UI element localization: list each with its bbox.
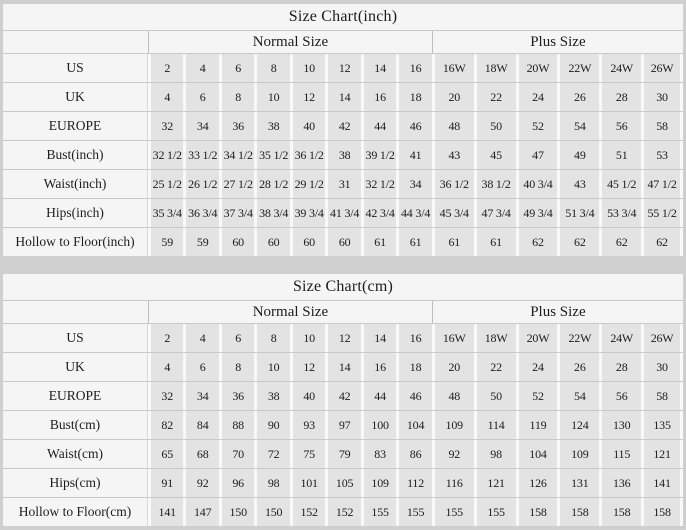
size-value-cell: 83 [361,440,396,468]
size-value-cell: 18 [396,83,431,111]
size-value-cell: 109 [361,469,396,497]
size-value-cell: 16W [432,324,474,352]
row-label: Bust(inch) [3,141,148,169]
size-value-cell: 58 [641,112,683,140]
size-value-cell: 45 3/4 [432,199,474,227]
size-value-cell: 47 1/2 [641,170,683,198]
size-value-cell: 26 [557,83,599,111]
row-label: Waist(cm) [3,440,148,468]
row-label: Hollow to Floor(cm) [3,498,148,526]
size-value-cell: 84 [183,411,218,439]
size-value-cell: 47 3/4 [474,199,516,227]
row-label: Hollow to Floor(inch) [3,228,148,256]
size-value-cell: 24 [516,83,558,111]
size-value-cell: 105 [325,469,360,497]
size-value-cell: 155 [361,498,396,526]
size-value-cell: 18 [396,353,431,381]
size-value-cell: 60 [254,228,289,256]
size-value-cell: 4 [183,54,218,82]
size-value-cell: 42 [325,382,360,410]
size-value-cell: 16 [361,353,396,381]
size-value-cell: 49 3/4 [516,199,558,227]
row-label: UK [3,353,148,381]
row-label: US [3,324,148,352]
group-header-row [3,30,683,53]
size-value-cell: 101 [290,469,325,497]
size-value-cell: 14 [325,83,360,111]
size-value-cell: 46 [396,112,431,140]
size-value-cell: 130 [599,411,641,439]
row-label: UK [3,83,148,111]
size-value-cell: 44 [361,112,396,140]
size-value-cell: 62 [599,228,641,256]
size-value-cell: 121 [641,440,683,468]
size-value-cell: 51 [599,141,641,169]
size-value-cell: 24 [516,353,558,381]
size-value-cell: 20W [516,54,558,82]
row-label: US [3,54,148,82]
row-label: EUROPE [3,112,148,140]
size-value-cell: 20 [432,83,474,111]
size-value-cell: 45 1/2 [599,170,641,198]
group-header-plus-size: Plus Size [432,31,683,53]
size-value-cell: 55 1/2 [641,199,683,227]
size-value-cell: 29 1/2 [290,170,325,198]
table-row [3,227,683,256]
size-value-cell: 50 [474,382,516,410]
size-value-cell: 39 3/4 [290,199,325,227]
size-value-cell: 14 [361,54,396,82]
size-value-cell: 100 [361,411,396,439]
size-value-cell: 30 [641,353,683,381]
table-row [3,111,683,140]
size-value-cell: 90 [254,411,289,439]
size-value-cell: 75 [290,440,325,468]
size-value-cell: 26W [641,324,683,352]
table-row [3,169,683,198]
size-value-cell: 147 [183,498,218,526]
size-value-cell: 114 [474,411,516,439]
size-value-cell: 38 [325,141,360,169]
size-value-cell: 68 [183,440,218,468]
size-value-cell: 135 [641,411,683,439]
size-value-cell: 150 [219,498,254,526]
size-value-cell: 109 [557,440,599,468]
size-value-cell: 155 [474,498,516,526]
row-label: Bust(cm) [3,411,148,439]
size-value-cell: 124 [557,411,599,439]
size-value-cell: 26W [641,54,683,82]
size-value-cell: 61 [396,228,431,256]
size-value-cell: 62 [516,228,558,256]
size-value-cell: 104 [516,440,558,468]
size-value-cell: 45 [474,141,516,169]
size-value-cell: 4 [183,324,218,352]
size-value-cell: 38 [254,382,289,410]
size-value-cell: 60 [290,228,325,256]
row-label: Hips(inch) [3,199,148,227]
size-value-cell: 32 [148,382,183,410]
size-value-cell: 54 [557,382,599,410]
size-value-cell: 92 [432,440,474,468]
size-value-cell: 49 [557,141,599,169]
size-value-cell: 48 [432,112,474,140]
size-value-cell: 37 3/4 [219,199,254,227]
size-value-cell: 109 [432,411,474,439]
size-value-cell: 61 [361,228,396,256]
group-header-normal-size: Normal Size [148,31,432,53]
size-value-cell: 6 [219,54,254,82]
size-value-cell: 16 [396,324,431,352]
size-value-cell: 36 [219,382,254,410]
size-value-cell: 42 3/4 [361,199,396,227]
size-value-cell: 38 [254,112,289,140]
size-value-cell: 12 [290,83,325,111]
size-value-cell: 14 [361,324,396,352]
size-value-cell: 8 [254,54,289,82]
size-value-cell: 62 [557,228,599,256]
size-value-cell: 14 [325,353,360,381]
size-value-cell: 41 3/4 [325,199,360,227]
size-value-cell: 46 [396,382,431,410]
size-value-cell: 48 [432,382,474,410]
size-value-cell: 61 [474,228,516,256]
size-value-cell: 92 [183,469,218,497]
size-value-cell: 91 [148,469,183,497]
size-value-cell: 59 [148,228,183,256]
size-value-cell: 155 [432,498,474,526]
table-row [3,140,683,169]
group-header-spacer [3,301,148,323]
size-value-cell: 98 [254,469,289,497]
size-value-cell: 32 1/2 [148,141,183,169]
size-value-cell: 22 [474,83,516,111]
size-value-cell: 36 1/2 [432,170,474,198]
size-value-cell: 152 [290,498,325,526]
size-value-cell: 30 [641,83,683,111]
table-title-cm: Size Chart(cm) [292,278,394,295]
size-value-cell: 27 1/2 [219,170,254,198]
size-value-cell: 121 [474,469,516,497]
size-value-cell: 6 [183,83,218,111]
size-value-cell: 34 1/2 [219,141,254,169]
row-label: Hips(cm) [3,469,148,497]
size-value-cell: 62 [641,228,683,256]
size-value-cell: 155 [396,498,431,526]
size-value-cell: 152 [325,498,360,526]
size-value-cell: 35 3/4 [148,199,183,227]
size-value-cell: 40 3/4 [516,170,558,198]
size-value-cell: 52 [516,382,558,410]
size-value-cell: 4 [148,353,183,381]
group-header-row [3,300,683,323]
size-value-cell: 47 [516,141,558,169]
size-value-cell: 53 3/4 [599,199,641,227]
size-value-cell: 44 3/4 [396,199,431,227]
size-value-cell: 43 [432,141,474,169]
size-value-cell: 2 [148,54,183,82]
table-row [3,468,683,497]
size-value-cell: 44 [361,382,396,410]
size-value-cell: 97 [325,411,360,439]
group-header-normal-size: Normal Size [148,301,432,323]
size-value-cell: 40 [290,112,325,140]
table-row [3,439,683,468]
table-row [3,352,683,381]
size-value-cell: 25 1/2 [148,170,183,198]
size-value-cell: 93 [290,411,325,439]
size-value-cell: 34 [396,170,431,198]
size-value-cell: 116 [432,469,474,497]
table-body-cm [3,323,683,526]
size-value-cell: 35 1/2 [254,141,289,169]
size-value-cell: 10 [290,54,325,82]
size-value-cell: 24W [599,324,641,352]
size-value-cell: 28 [599,353,641,381]
size-value-cell: 16W [432,54,474,82]
size-value-cell: 41 [396,141,431,169]
table-row [3,82,683,111]
size-value-cell: 88 [219,411,254,439]
size-value-cell: 70 [219,440,254,468]
size-value-cell: 60 [219,228,254,256]
size-value-cell: 16 [396,54,431,82]
size-value-cell: 56 [599,382,641,410]
size-value-cell: 43 [557,170,599,198]
size-value-cell: 65 [148,440,183,468]
size-value-cell: 20W [516,324,558,352]
size-value-cell: 10 [290,324,325,352]
size-value-cell: 20 [432,353,474,381]
size-value-cell: 53 [641,141,683,169]
size-value-cell: 38 3/4 [254,199,289,227]
size-value-cell: 72 [254,440,289,468]
size-value-cell: 126 [516,469,558,497]
size-value-cell: 6 [219,324,254,352]
size-value-cell: 16 [361,83,396,111]
group-header-spacer [3,31,148,53]
size-value-cell: 36 1/2 [290,141,325,169]
size-value-cell: 34 [183,382,218,410]
size-value-cell: 32 [148,112,183,140]
size-value-cell: 86 [396,440,431,468]
size-value-cell: 12 [290,353,325,381]
size-value-cell: 34 [183,112,218,140]
size-value-cell: 60 [325,228,360,256]
size-value-cell: 59 [183,228,218,256]
size-value-cell: 104 [396,411,431,439]
size-chart-inch-table [3,4,683,256]
size-value-cell: 79 [325,440,360,468]
size-value-cell: 8 [219,353,254,381]
size-value-cell: 141 [641,469,683,497]
table-title-inch: Size Chart(inch) [288,8,398,25]
size-value-cell: 158 [557,498,599,526]
size-value-cell: 10 [254,353,289,381]
table-body-inch [3,53,683,256]
size-value-cell: 32 1/2 [361,170,396,198]
size-value-cell: 39 1/2 [361,141,396,169]
size-value-cell: 2 [148,324,183,352]
size-value-cell: 136 [599,469,641,497]
size-value-cell: 28 [599,83,641,111]
size-value-cell: 22W [557,54,599,82]
size-value-cell: 119 [516,411,558,439]
size-value-cell: 158 [516,498,558,526]
size-value-cell: 82 [148,411,183,439]
row-label: Waist(inch) [3,170,148,198]
size-value-cell: 61 [432,228,474,256]
size-value-cell: 36 [219,112,254,140]
size-value-cell: 115 [599,440,641,468]
size-value-cell: 18W [474,54,516,82]
size-value-cell: 31 [325,170,360,198]
size-value-cell: 26 1/2 [183,170,218,198]
size-value-cell: 98 [474,440,516,468]
size-value-cell: 96 [219,469,254,497]
size-value-cell: 52 [516,112,558,140]
size-value-cell: 42 [325,112,360,140]
size-value-cell: 10 [254,83,289,111]
group-header-plus-size: Plus Size [432,301,683,323]
table-row [3,198,683,227]
table-row [3,323,683,352]
size-value-cell: 33 1/2 [183,141,218,169]
size-value-cell: 56 [599,112,641,140]
size-value-cell: 6 [183,353,218,381]
size-value-cell: 12 [325,324,360,352]
table-row [3,381,683,410]
size-value-cell: 38 1/2 [474,170,516,198]
size-value-cell: 22W [557,324,599,352]
size-value-cell: 158 [599,498,641,526]
size-value-cell: 18W [474,324,516,352]
size-value-cell: 36 3/4 [183,199,218,227]
table-row [3,53,683,82]
size-value-cell: 54 [557,112,599,140]
size-value-cell: 12 [325,54,360,82]
size-value-cell: 141 [148,498,183,526]
table-row [3,410,683,439]
size-chart-cm-table [3,274,683,526]
size-value-cell: 8 [254,324,289,352]
size-value-cell: 158 [641,498,683,526]
size-value-cell: 112 [396,469,431,497]
size-value-cell: 4 [148,83,183,111]
size-value-cell: 58 [641,382,683,410]
size-value-cell: 131 [557,469,599,497]
size-value-cell: 51 3/4 [557,199,599,227]
size-value-cell: 8 [219,83,254,111]
size-value-cell: 22 [474,353,516,381]
table-row [3,497,683,526]
size-value-cell: 150 [254,498,289,526]
size-value-cell: 26 [557,353,599,381]
row-label: EUROPE [3,382,148,410]
size-value-cell: 40 [290,382,325,410]
size-value-cell: 24W [599,54,641,82]
size-value-cell: 50 [474,112,516,140]
size-value-cell: 28 1/2 [254,170,289,198]
